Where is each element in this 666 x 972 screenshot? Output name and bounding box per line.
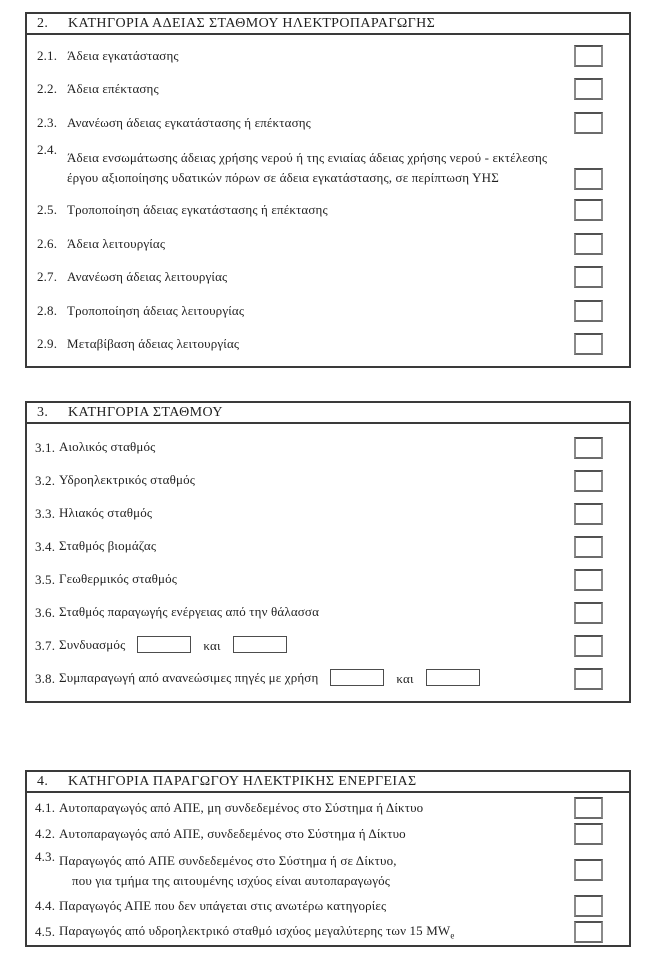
section-4 [25,770,631,947]
item-label-line: έργου αξιοποίησης υδατικών πόρων σε άδεια εγκατάστασης, σε περίπτωση ΥΗΣ [67,169,499,185]
item-label-text: Ανανέωση άδειας λειτουργίας [67,269,228,285]
item-number: 2.4. [37,141,58,157]
item-checkbox[interactable] [574,199,603,221]
item-label-text: Αυτοπαραγωγός από ΑΠΕ, συνδεδεμένος στο Σύστημα ή Δίκτυο [59,825,406,841]
section-title: ΚΑΤΗΓΟΡΙΑ ΣΤΑΘΜΟΥ [68,404,223,420]
section-body [27,793,629,945]
item-checkbox[interactable] [574,333,603,355]
item-label-text: Αιολικός σταθμός [59,439,156,455]
item-number: 2.6. [37,235,58,251]
item-checkbox[interactable] [574,300,603,322]
section-number: 4. [37,773,49,789]
item-label [59,571,629,587]
item-checkbox[interactable] [574,668,603,690]
item-label [59,849,629,891]
item-label-text: Τροποποίηση άδειας λειτουργίας [67,302,245,318]
item-label-text: Συνδυασμός [59,636,126,652]
item-label [59,538,629,554]
item-label-text: Σταθμός παραγωγής ενέργειας από την θάλασσα [59,604,320,620]
section-number: 2. [37,15,49,31]
item-label-text: Ανανέωση άδειας εγκατάστασης ή επέκτασης [67,114,311,130]
checklist-item [27,73,629,107]
item-number: 2.9. [37,336,58,352]
item-label [67,336,629,352]
inline-input-box[interactable] [426,669,480,686]
checklist-item [27,530,629,563]
item-checkbox[interactable] [574,503,603,525]
item-number: 3.3. [35,505,56,521]
item-label-text: Γεωθερμικός σταθμός [59,571,178,587]
item-label-text: Παραγωγός ΑΠΕ που δεν υπάγεται στις ανωτέρω κατηγορίες [59,897,387,913]
item-label-text: Σταθμός βιομάζας [59,538,157,554]
checklist-item [27,140,629,194]
item-number: 3.5. [35,571,56,587]
inline-input-box[interactable] [330,669,384,686]
item-number: 4.2. [35,826,56,841]
item-label-text: Παραγωγός από υδροηλεκτρικό σταθμό ισχύος μεγαλύτερης των 15 MW [59,922,451,938]
item-label-line: που για τμήμα της αιτουμένης ισχύος είναι αυτοπαραγωγός [72,873,391,888]
item-number: 4.1. [35,800,56,815]
item-label [59,472,629,488]
section-title: ΚΑΤΗΓΟΡΙΑ ΑΔΕΙΑΣ ΣΤΑΘΜΟΥ ΗΛΕΚΤΡΟΠΑΡΑΓΩΓΗΣ [68,15,436,31]
item-number: 2.7. [37,269,58,285]
item-checkbox[interactable] [574,470,603,492]
item-label [59,898,629,914]
item-number: 2.2. [37,81,58,97]
unit-subscript: e [450,930,455,941]
checklist-item [27,497,629,530]
section-number: 3. [37,404,49,420]
item-checkbox[interactable] [574,112,603,134]
item-number: 3.1. [35,439,56,455]
item-label-line: Παραγωγός από ΑΠΕ συνδεδεμένος στο Σύστημα ή σε Δίκτυο, [59,853,397,868]
item-label-line: Άδεια ενσωμάτωσης άδειας χρήσης νερού ή της ενιαίας άδειας χρήσης νερού - εκτέλεσης [67,149,548,165]
checklist-item [27,39,629,73]
item-label [67,236,629,252]
checklist-item [27,261,629,295]
item-number: 2.1. [37,47,58,63]
item-checkbox[interactable] [574,78,603,100]
item-checkbox[interactable] [574,635,603,657]
section-title: ΚΑΤΗΓΟΡΙΑ ΠΑΡΑΓΩΓΟΥ ΗΛΕΚΤΡΙΚΗΣ ΕΝΕΡΓΕΙΑΣ [68,773,417,789]
item-label [59,637,629,655]
item-checkbox[interactable] [574,859,603,881]
checklist-item [27,194,629,228]
checklist-item [27,893,629,919]
item-checkbox[interactable] [574,797,603,819]
section-3 [25,401,631,703]
section-header [27,403,629,424]
checklist-item [27,106,629,140]
item-label-text: Συμπαραγωγή από ανανεώσιμες πηγές με χρήση [59,669,319,685]
item-number: 3.8. [35,670,56,686]
item-label [67,115,629,131]
item-number: 3.7. [35,637,56,653]
checklist-item [27,596,629,629]
item-checkbox[interactable] [574,823,603,845]
item-number: 2.3. [37,114,58,130]
item-label [59,670,629,688]
item-label [59,439,629,455]
item-checkbox[interactable] [574,233,603,255]
checklist-item [27,795,629,821]
item-checkbox[interactable] [574,895,603,917]
checklist-item [27,629,629,662]
section-body [27,424,629,695]
item-number: 2.5. [37,202,58,218]
checklist-item [27,821,629,847]
item-checkbox[interactable] [574,266,603,288]
connector-text: και [396,670,414,686]
checklist-item [27,662,629,695]
item-checkbox[interactable] [574,536,603,558]
checklist-item [27,227,629,261]
item-label-text: Άδεια επέκτασης [67,81,159,97]
item-label [67,48,629,64]
item-checkbox[interactable] [574,602,603,624]
item-label [67,269,629,285]
section-2 [25,12,631,368]
item-label [59,604,629,620]
inline-input-box[interactable] [137,636,191,653]
checklist-item [27,464,629,497]
section-header [27,772,629,793]
item-number: 4.4. [35,898,56,913]
item-checkbox[interactable] [574,45,603,67]
item-label [67,81,629,97]
item-label-text: Τροποποίηση άδειας εγκατάστασης ή επέκτασης [67,202,328,218]
checklist-item [27,563,629,596]
item-label [67,202,629,218]
checklist-item [27,328,629,362]
checklist-item [27,431,629,464]
item-label [67,303,629,319]
checklist-item [27,294,629,328]
item-number: 3.2. [35,472,56,488]
item-label [59,505,629,521]
item-checkbox[interactable] [574,921,603,943]
item-label-text: Αυτοπαραγωγός από ΑΠΕ, μη συνδεδεμένος στο Σύστημα ή Δίκτυο [59,799,424,815]
item-label-text: Άδεια εγκατάστασης [67,47,179,63]
item-label [59,826,629,842]
item-label-text: Μεταβίβαση άδειας λειτουργίας [67,336,240,352]
item-label-text: Ηλιακός σταθμός [59,505,153,521]
item-label-text: Άδεια λειτουργίας [67,235,166,251]
item-number: 4.5. [35,924,56,939]
item-checkbox[interactable] [574,569,603,591]
item-label [59,923,629,942]
connector-text: και [203,637,221,653]
item-number: 2.8. [37,302,58,318]
section-header [27,14,629,35]
checklist-item [27,919,629,945]
item-number: 4.3. [35,849,56,864]
checklist-item [27,847,629,893]
inline-input-box[interactable] [233,636,287,653]
item-checkbox[interactable] [574,437,603,459]
item-label-text: Υδροηλεκτρικός σταθμός [59,472,196,488]
item-checkbox[interactable] [574,168,603,190]
section-body [27,35,629,361]
item-label [59,800,629,816]
item-number: 3.4. [35,538,56,554]
item-label [67,146,629,188]
item-number: 3.6. [35,604,56,620]
